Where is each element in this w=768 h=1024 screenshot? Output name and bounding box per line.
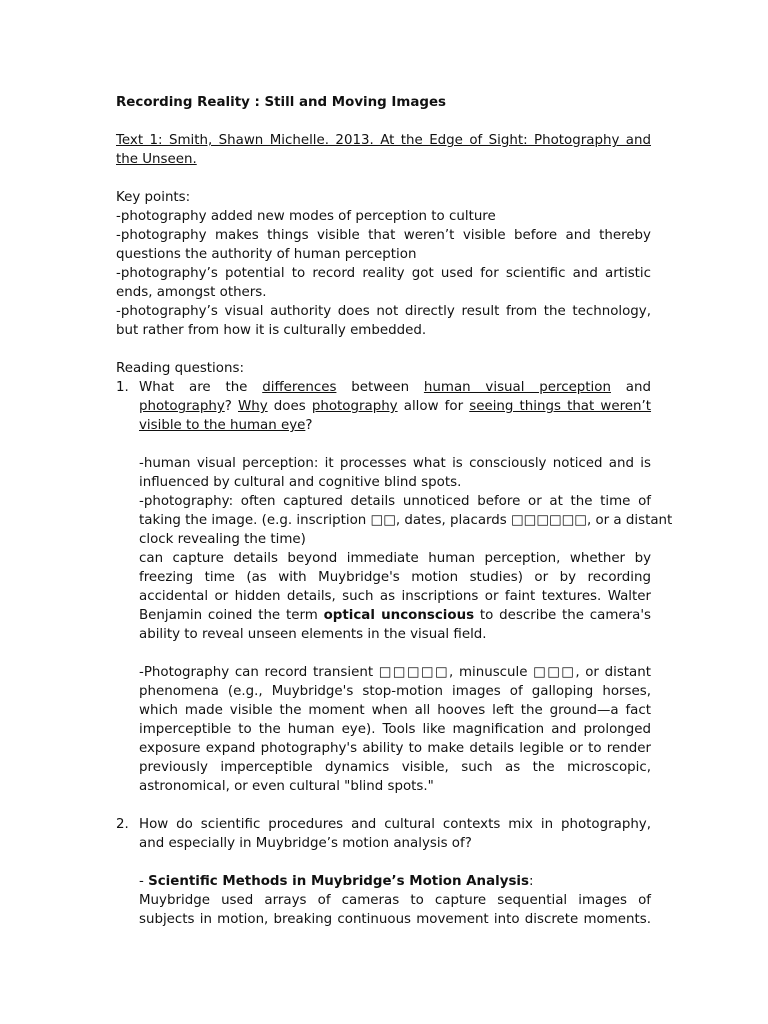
q-underlined: Why [238, 399, 268, 414]
citation-line-1: Text 1: Smith, Shawn Michelle. 2013. At the Edge of Sight: Photography and [116, 133, 651, 148]
question-1-line-1 [139, 378, 651, 397]
q-word: What [139, 380, 175, 395]
answer-line: Muybridge used arrays of cameras to capture sequential images of [139, 893, 651, 908]
subheading-dash: - [139, 874, 149, 889]
key-point-line: -photography’s visual authority does not directly result from the technology, [116, 304, 651, 319]
answer-line: can capture details beyond immediate human perception, whether by [139, 551, 651, 566]
subheading-colon: : [528, 874, 534, 889]
answer-line: ability to reveal unseen elements in the visual field. [139, 627, 487, 642]
citation-line-2: the Unseen. [116, 152, 197, 167]
question-number: 1. [116, 380, 129, 395]
subheading-text: Scientific Methods in Muybridge’s Motion Analysis [148, 874, 529, 889]
spacer [116, 340, 651, 359]
answer-line: clock revealing the time) [139, 532, 306, 547]
answer-line: taking the image. (e.g. inscription □□, dates, placards □□□□□□, or a distant [139, 513, 673, 528]
q-underlined: human visual perception [423, 380, 611, 395]
q-underlined: photography [139, 399, 225, 414]
q-word: between [351, 380, 410, 395]
answer-line: -photography: often captured details unnoticed before or at the time of [139, 494, 651, 509]
q-underlined: differences [262, 380, 337, 395]
answer-line-benjamin [139, 606, 651, 625]
q-underlined: seeing things that weren’t [469, 399, 652, 414]
spacer [139, 435, 651, 454]
answer-text: to describe the camera's [474, 608, 651, 623]
answer-line: phenomena (e.g., Muybridge's stop-motion images of galloping horses, [139, 684, 651, 699]
q-text: does [273, 399, 306, 414]
key-points-heading: Key points: [116, 190, 191, 205]
q-word: the [225, 380, 248, 395]
question-number: 2. [116, 817, 129, 832]
answer-line: which made visible the moment when all hooves left the ground—a fact [139, 703, 651, 718]
subheading-scientific-methods [139, 872, 651, 891]
q-text: ? [224, 399, 232, 414]
spacer [139, 853, 651, 872]
question-1-line-3 [139, 416, 651, 435]
question-1 [116, 378, 673, 796]
answer-line: imperceptible to the human eye). Tools like magnification and prolonged [139, 722, 651, 737]
key-point-line: ends, amongst others. [116, 285, 267, 300]
answer-line: exposure expand photography's ability to make details legible or to render [139, 741, 651, 756]
answer-line: -human visual perception: it processes what is consciously noticed and is [139, 456, 651, 471]
q-word: are [188, 380, 211, 395]
answer-line: influenced by cultural and cognitive blind spots. [139, 475, 462, 490]
key-point-line: questions the authority of human perception [116, 247, 417, 262]
spacer [116, 169, 651, 188]
key-point-line: -photography makes things visible that weren’t visible before and thereby [116, 228, 651, 243]
q-word: and [625, 380, 651, 395]
question-2-line-2: and especially in Muybridge’s motion analysis of? [139, 836, 472, 851]
document-title: Recording Reality : Still and Moving Images [116, 95, 447, 110]
spacer [116, 796, 651, 815]
spacer [116, 112, 651, 131]
question-2-line-1: How do scientific procedures and cultural contexts mix in photography, [139, 817, 651, 832]
question-2 [116, 815, 651, 929]
answer-line: freezing time (as with Muybridge's motion studies) or by recording [139, 570, 651, 585]
key-point-line: -photography’s potential to record reality got used for scientific and artistic [116, 266, 651, 281]
reading-questions-heading: Reading questions: [116, 361, 244, 376]
answer-line: subjects in motion, breaking continuous movement into discrete moments. [139, 912, 651, 927]
q-underlined: visible to the human eye [139, 418, 306, 433]
key-point-line: but rather from how it is culturally embedded. [116, 323, 427, 338]
q-underlined: photography [311, 399, 398, 414]
question-1-line-2 [139, 397, 651, 416]
answer-line: previously imperceptible dynamics visible, such as the microscopic, [139, 760, 651, 775]
q-text: ? [305, 418, 313, 433]
document-page [116, 93, 673, 929]
key-point-line: -photography added new modes of perception to culture [116, 209, 496, 224]
spacer [139, 644, 651, 663]
answer-text: Benjamin coined the term [139, 608, 324, 623]
answer-line: -Photography can record transient □□□□□, minuscule □□□, or distant [139, 665, 651, 680]
answer-line: accidental or hidden details, such as inscriptions or faint textures. Walter [139, 589, 651, 604]
optical-unconscious-term: optical unconscious [323, 608, 475, 623]
answer-line: astronomical, or even cultural "blind spots." [139, 779, 434, 794]
q-text: allow for [403, 399, 464, 414]
